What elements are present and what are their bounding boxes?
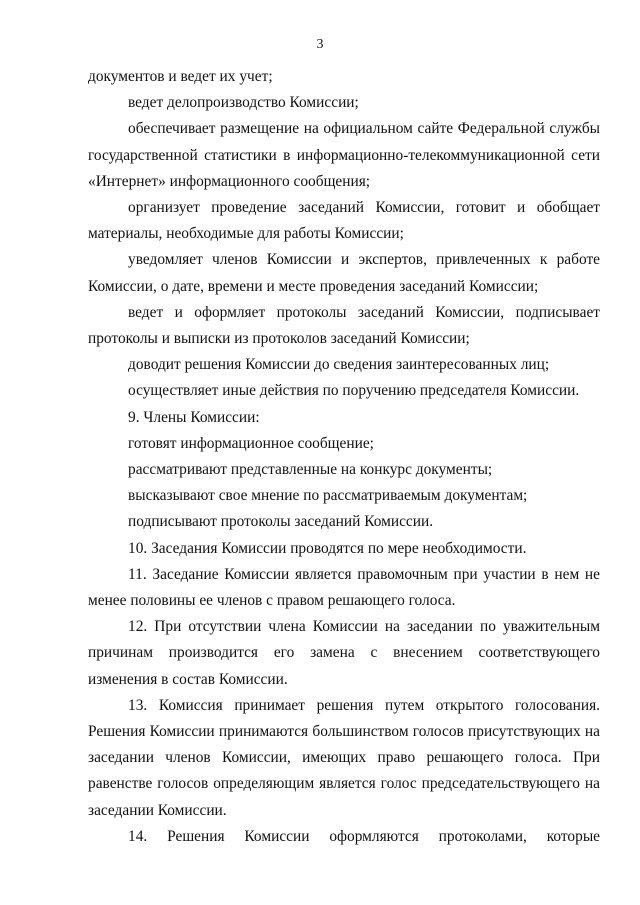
- paragraph-review-documents: рассматривают представленные на конкурс документы;: [128, 461, 493, 479]
- paragraph-notifies-members: уведомляет членов Комиссии и экспертов, привлеченных к работе Комиссии, о дате, времени и месте проведения заседаний Комиссии;: [88, 251, 600, 295]
- paragraph-continuation: документов и ведет их учет;: [88, 68, 273, 85]
- paragraph-express-opinion: высказывают свое мнение по рассматриваемым документам;: [128, 487, 528, 505]
- paragraph-sign-minutes: подписывают протоколы заседаний Комиссии.: [128, 513, 434, 531]
- paragraph-item-11: 11. Заседание Комиссии является правомочным при участии в нем не менее половины ее членов с правом решающего голоса.: [88, 565, 600, 610]
- paragraph-item-14: 14. Решения Комиссии оформляются протоколами, которые: [128, 827, 600, 845]
- paragraph-records-management: ведет делопроизводство Комиссии;: [128, 94, 359, 112]
- document-body: [88, 64, 600, 850]
- page-number: 3: [316, 37, 324, 52]
- paragraph-item-9-heading: 9. Члены Комиссии:: [128, 408, 260, 426]
- paragraph-item-12: 12. При отсутствии члена Комиссии на заседании по уважительным причинам производится его замена с внесением соответствующего изменения в состав Комиссии.: [88, 618, 600, 688]
- paragraph-item-10: 10. Заседания Комиссии проводятся по мере необходимости.: [128, 539, 527, 557]
- paragraph-item-13: 13. Комиссия принимает решения путем открытого голосования. Решения Комиссии принимаются большинством голосов присутствующих на заседании членов Комиссии, имеющих право решающего голоса. При равенстве голосов определяющим является голос председательствующего на заседании Комиссии.: [88, 696, 600, 819]
- paragraph-prepare-announcement: готовят информационное сообщение;: [128, 434, 374, 452]
- paragraph-website-publication: обеспечивает размещение на официальном сайте Федеральной службы государственной статистики в информационно-телекоммуникационной сети «Интернет» информационного сообщения;: [88, 120, 600, 190]
- paragraph-organizes-meetings: организует проведение заседаний Комиссии, готовит и обобщает материалы, необходимые для работы Комиссии;: [88, 199, 600, 243]
- paragraph-other-actions: осуществляет иные действия по поручению председателя Комиссии.: [128, 382, 580, 400]
- paragraph-communicates-decisions: доводит решения Комиссии до сведения заинтересованных лиц;: [128, 356, 550, 374]
- paragraph-keeps-minutes: ведет и оформляет протоколы заседаний Комиссии, подписывает протоколы и выписки из протоколов заседаний Комиссии;: [88, 303, 600, 348]
